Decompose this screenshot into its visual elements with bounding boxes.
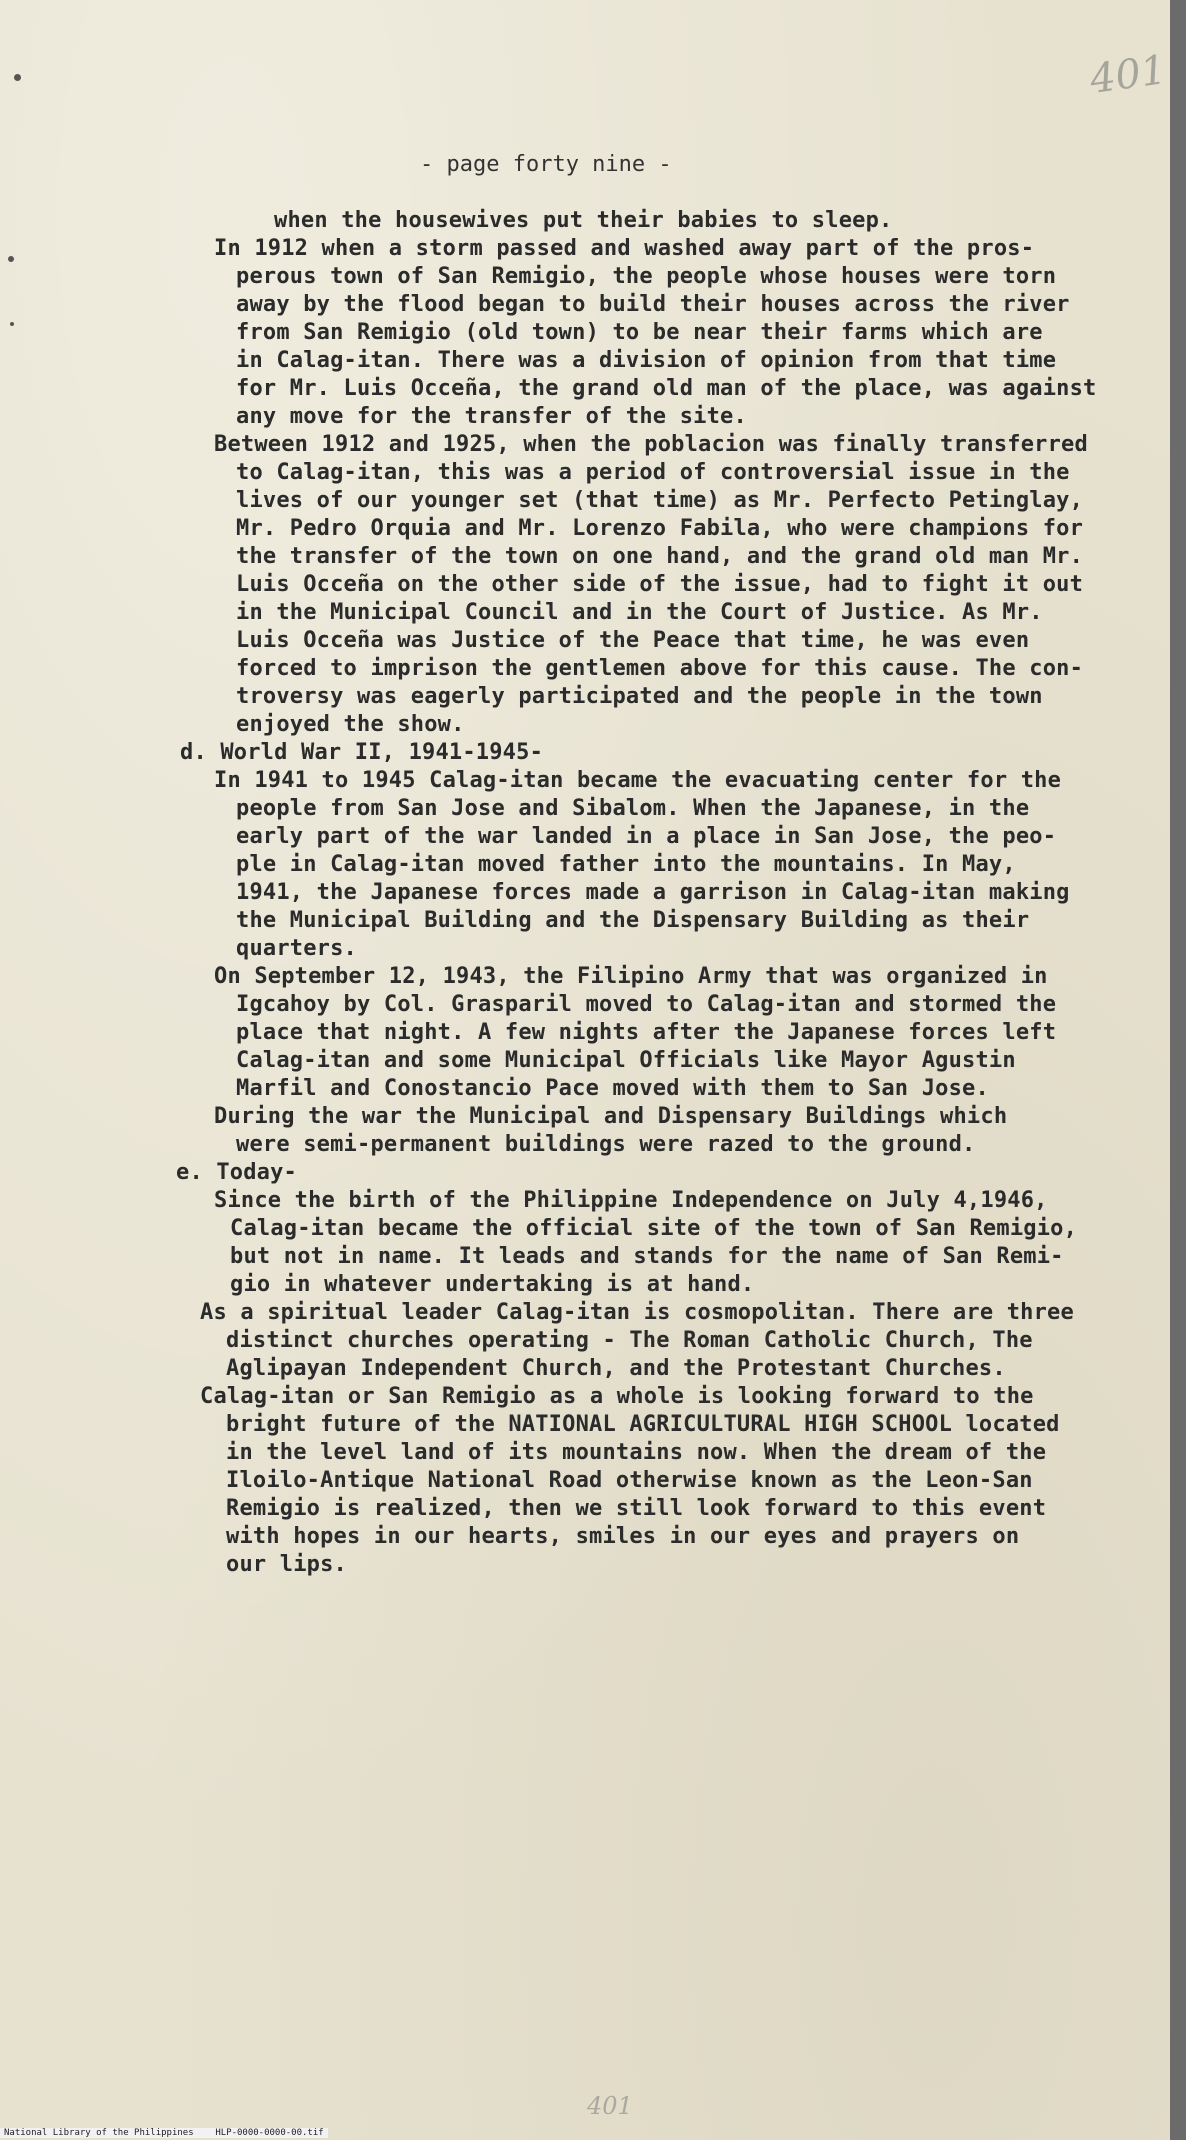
- text-line: enjoyed the show.: [236, 712, 465, 737]
- text-line: As a spiritual leader Calag-itan is cosmopolitan. There are three: [200, 1300, 1074, 1325]
- text-line: when the housewives put their babies to sleep.: [274, 208, 893, 233]
- punch-hole-1: [14, 74, 21, 81]
- text-line: Igcahoy by Col. Grasparil moved to Calag-itan and stormed the: [236, 992, 1057, 1017]
- text-line: troversy was eagerly participated and the people in the town: [236, 684, 1043, 709]
- text-line: Remigio is realized, then we still look forward to this event: [226, 1496, 1047, 1521]
- text-line: Since the birth of the Philippine Independence on July 4,1946,: [214, 1188, 1048, 1213]
- text-line: any move for the transfer of the site.: [236, 404, 747, 429]
- text-line: Calag-itan and some Municipal Officials like Mayor Agustin: [236, 1048, 1016, 1073]
- text-line: in the Municipal Council and in the Court of Justice. As Mr.: [236, 600, 1043, 625]
- text-line: Iloilo-Antique National Road otherwise known as the Leon-San: [226, 1468, 1033, 1493]
- text-line: 1941, the Japanese forces made a garrison in Calag-itan making: [236, 880, 1070, 905]
- text-line: away by the flood began to build their houses across the river: [236, 292, 1070, 317]
- text-line: distinct churches operating - The Roman Catholic Church, The: [226, 1328, 1033, 1353]
- text-line: with hopes in our hearts, smiles in our eyes and prayers on: [226, 1524, 1020, 1549]
- text-line: lives of our younger set (that time) as Mr. Perfecto Petinglay,: [236, 488, 1084, 513]
- text-line: ple in Calag-itan moved father into the mountains. In May,: [236, 852, 1016, 877]
- text-line: Marfil and Conostancio Pace moved with them to San Jose.: [236, 1076, 989, 1101]
- text-line: perous town of San Remigio, the people whose houses were torn: [236, 264, 1057, 289]
- text-line: On September 12, 1943, the Filipino Army that was organized in: [214, 964, 1048, 989]
- text-line: In 1912 when a storm passed and washed away part of the pros-: [214, 236, 1035, 261]
- text-line: from San Remigio (old town) to be near their farms which are: [236, 320, 1043, 345]
- text-line: the transfer of the town on one hand, and the grand old man Mr.: [236, 544, 1084, 569]
- text-line: in Calag-itan. There was a division of opinion from that time: [236, 348, 1057, 373]
- text-line: place that night. A few nights after the Japanese forces left: [236, 1020, 1057, 1045]
- text-line: forced to imprison the gentlemen above for this cause. The con-: [236, 656, 1084, 681]
- text-line: were semi-permanent buildings were razed to the ground.: [236, 1132, 976, 1157]
- corner-page-mark: 401: [1087, 46, 1170, 104]
- text-line: to Calag-itan, this was a period of controversial issue in the: [236, 460, 1070, 485]
- text-line: people from San Jose and Sibalom. When the Japanese, in the: [236, 796, 1030, 821]
- bottom-page-mark: 401: [587, 2092, 633, 2120]
- punch-hole-3: [10, 322, 14, 326]
- text-line: Between 1912 and 1925, when the poblacion was finally transferred: [214, 432, 1088, 457]
- text-line: Luis Occeña on the other side of the issue, had to fight it out: [236, 572, 1084, 597]
- text-line: Luis Occeña was Justice of the Peace that time, he was even: [236, 628, 1030, 653]
- text-line: gio in whatever undertaking is at hand.: [230, 1272, 755, 1297]
- scan-edge: [1170, 0, 1186, 2140]
- text-line: our lips.: [226, 1552, 348, 1577]
- page-header: - page forty nine -: [420, 152, 672, 177]
- text-line: Mr. Pedro Orquia and Mr. Lorenzo Fabila, who were champions for: [236, 516, 1084, 541]
- text-line: for Mr. Luis Occeña, the grand old man of the place, was against: [236, 376, 1097, 401]
- text-line: the Municipal Building and the Dispensary Building as their: [236, 908, 1030, 933]
- text-line: Aglipayan Independent Church, and the Protestant Churches.: [226, 1356, 1006, 1381]
- section-heading: d. World War II, 1941-1945-: [180, 740, 544, 765]
- punch-hole-2: [8, 256, 14, 262]
- text-line: During the war the Municipal and Dispensary Buildings which: [214, 1104, 1008, 1129]
- text-line: bright future of the NATIONAL AGRICULTURAL HIGH SCHOOL located: [226, 1412, 1060, 1437]
- text-line: quarters.: [236, 936, 358, 961]
- text-line: in the level land of its mountains now. When the dream of the: [226, 1440, 1047, 1465]
- text-line: Calag-itan or San Remigio as a whole is looking forward to the: [200, 1384, 1034, 1409]
- scan-footer: National Library of the Philippines HLP-0000-0000-00.tif: [0, 2128, 328, 2138]
- text-line: Calag-itan became the official site of the town of San Remigio,: [230, 1216, 1078, 1241]
- text-line: In 1941 to 1945 Calag-itan became the evacuating center for the: [214, 768, 1062, 793]
- text-line: but not in name. It leads and stands for the name of San Remi-: [230, 1244, 1064, 1269]
- text-line: early part of the war landed in a place in San Jose, the peo-: [236, 824, 1057, 849]
- section-heading: e. Today-: [176, 1160, 298, 1185]
